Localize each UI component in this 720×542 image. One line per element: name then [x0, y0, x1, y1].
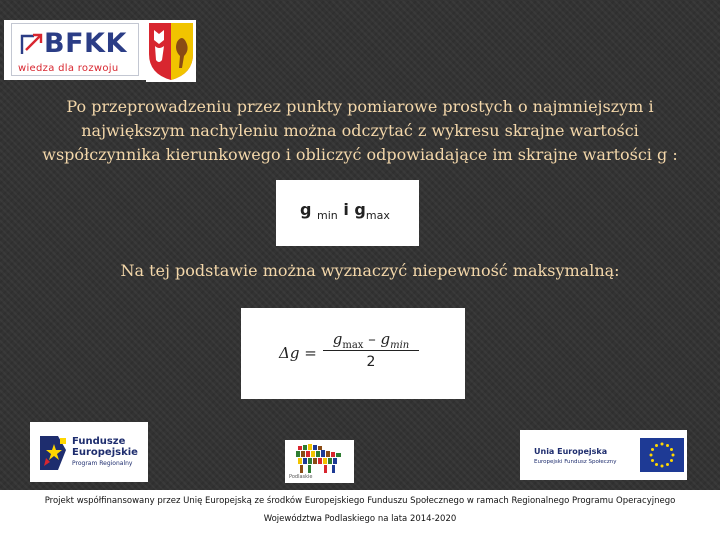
- formula-num-g2: g: [380, 330, 391, 348]
- formula-numerator: [323, 330, 419, 351]
- formula-num-g1: g: [332, 330, 343, 348]
- footer: [0, 490, 720, 542]
- bfkk-arrow-icon: [20, 32, 44, 56]
- intro-line-2: największym nachyleniu można odczytać z wykresu skrajne wartości: [81, 121, 639, 140]
- bfkk-tagline: wiedza dla rozwoju: [18, 63, 119, 74]
- g-extremes-label: [300, 200, 390, 222]
- formula-lhs: [279, 344, 317, 362]
- fe-title: [72, 436, 138, 458]
- formula-denominator: 2: [366, 354, 376, 370]
- intro-paragraph: [8, 95, 712, 167]
- bison-icon: [290, 442, 350, 476]
- formula-fraction: [323, 330, 419, 370]
- ue-title: Unia Europejska: [534, 447, 608, 456]
- eu-flag-icon: [640, 438, 684, 472]
- intro-line-1: Po przeprowadzeniu przez punkty pomiarowe prostych o najmniejszym i: [66, 97, 654, 116]
- formula-delta-g: Δg: [279, 344, 300, 362]
- g-extremes-box: [276, 180, 419, 246]
- formula-num-min: min: [390, 340, 410, 351]
- coat-of-arms-icon: [146, 20, 196, 82]
- podlaskie-label: Podlaskie: [289, 474, 313, 480]
- g-min-subscript: min: [317, 209, 338, 222]
- intro-line-3: współczynnika kierunkowego i obliczyć odpowiadające im skrajne wartości g :: [42, 145, 678, 164]
- g-max-subscript: max: [365, 209, 390, 222]
- fe-title-line-1: Fundusze: [72, 436, 126, 447]
- bfkk-logo-frame: [11, 23, 139, 76]
- g-max-symbol: g: [354, 200, 366, 219]
- formula-box: [241, 308, 465, 399]
- podlaskie-logo: [285, 440, 354, 483]
- bfkk-name: BFKK: [44, 28, 127, 59]
- conjunction: i: [343, 200, 349, 219]
- formula-num-max: max: [342, 340, 364, 351]
- fundusze-europejskie-logo: [30, 422, 148, 482]
- fe-star-icon: [36, 430, 72, 474]
- second-sentence: Na tej podstawie można wyznaczyć niepewność maksymalną:: [120, 261, 620, 280]
- footer-line-1: Projekt współfinansowany przez Unię Europejską ze środków Europejskiego Funduszu Społecznego w ramach Regionalnego Programu Operacyjnego: [44, 496, 676, 506]
- ue-subtitle: Europejski Fundusz Społeczny: [534, 459, 617, 465]
- formula-num-minus: –: [368, 330, 376, 348]
- footer-line-2: Województwa Podlaskiego na lata 2014-2020: [263, 514, 457, 524]
- fe-subtitle: Program Regionalny: [72, 460, 133, 467]
- fe-title-line-2: Europejskie: [72, 447, 138, 458]
- g-min-symbol: g: [300, 200, 312, 219]
- bfkk-logo: [4, 20, 146, 80]
- unia-europejska-logo: [520, 430, 687, 480]
- formula-equals: =: [304, 344, 317, 362]
